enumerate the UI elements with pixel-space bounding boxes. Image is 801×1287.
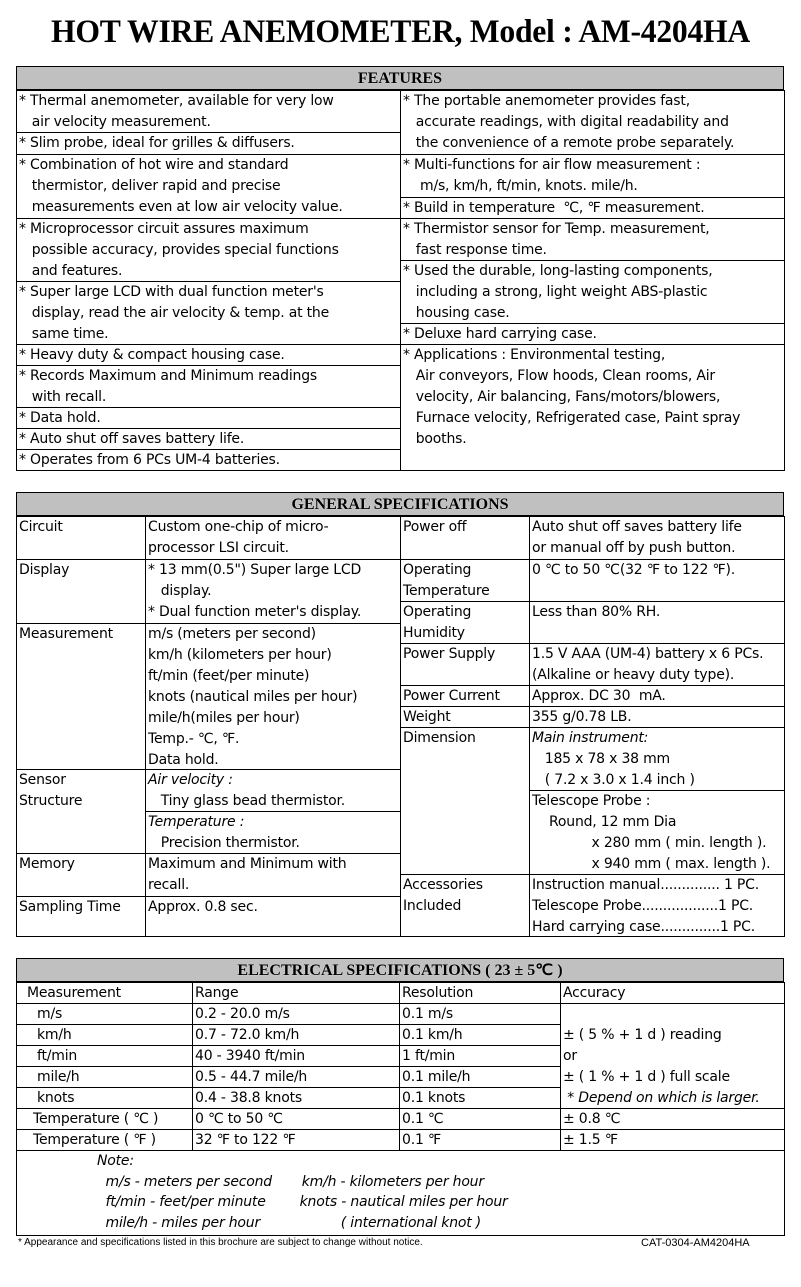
feature-item: * Multi-functions for air flow measurement : m/s, km/h, ft/min, knots. mile/h. <box>400 154 785 198</box>
spec-subvalue: Precision thermistor. <box>148 835 300 851</box>
measurement-cell: km/h <box>16 1024 193 1046</box>
features-heading: FEATURES <box>16 66 784 90</box>
feature-item: * Microprocessor circuit assures maximum possible accuracy, provides special functions and features. <box>16 218 401 282</box>
measurement-cell: knots <box>16 1087 193 1109</box>
spec-value: Auto shut off saves battery life or manual off by push button. <box>529 516 785 560</box>
disclaimer: * Appearance and specifications listed in this brochure are subject to change without notice. <box>18 1237 423 1248</box>
resolution-cell: 0.1 ℉ <box>399 1129 561 1151</box>
spec-value: Telescope Probe : Round, 12 mm Dia x 280 mm ( min. length ). x 940 mm ( max. length ). <box>529 790 785 875</box>
spec-label: Sensor Structure <box>16 769 146 854</box>
electrical-specs-heading: ELECTRICAL SPECIFICATIONS ( 23 ± 5℃ ) <box>16 958 784 982</box>
units-note: Note: m/s - meters per second km/h - kilometers per hour ft/min - feet/per minute knots - nautical miles per hour mile/h - miles per hour ( international knot ) <box>16 1150 785 1236</box>
spec-value: Instruction manual.............. 1 PC. Telescope Probe..................1 PC. Hard carrying case..............1 PC. <box>529 874 785 937</box>
range-cell: 0.5 - 44.7 mile/h <box>192 1066 400 1088</box>
range-cell: 0.7 - 72.0 km/h <box>192 1024 400 1046</box>
resolution-cell: 0.1 knots <box>399 1087 561 1109</box>
range-cell: 40 - 3940 ft/min <box>192 1045 400 1067</box>
accuracy-cell: ± 0.8 ℃ <box>560 1108 785 1130</box>
spec-label: Accessories Included <box>400 874 530 937</box>
feature-item: * Deluxe hard carrying case. <box>400 323 785 345</box>
accuracy-cell: ± 1.5 ℉ <box>560 1129 785 1151</box>
spec-value: Less than 80% RH. <box>529 601 785 644</box>
spec-label: Power Current <box>400 685 530 707</box>
feature-item: * Combination of hot wire and standard thermistor, deliver rapid and precise measurements even at low air velocity value. <box>16 154 401 219</box>
spec-label: Power Supply <box>400 643 530 686</box>
measurement-cell: ft/min <box>16 1045 193 1067</box>
spec-subtitle: Temperature : <box>148 814 245 830</box>
spec-label: Measurement <box>16 623 146 770</box>
spec-value: Maximum and Minimum with recall. <box>145 853 401 897</box>
spec-subtitle: Main instrument: <box>532 730 649 746</box>
column-header: Accuracy <box>560 982 785 1004</box>
range-cell: 0.4 - 38.8 knots <box>192 1087 400 1109</box>
feature-item: * Thermistor sensor for Temp. measurement, fast response time. <box>400 218 785 261</box>
range-cell: 0.2 - 20.0 m/s <box>192 1003 400 1025</box>
general-specs-heading: GENERAL SPECIFICATIONS <box>16 492 784 516</box>
spec-value <box>145 811 401 854</box>
feature-item: * Super large LCD with dual function meter's display, read the air velocity & temp. at the same time. <box>16 281 401 345</box>
resolution-cell: 0.1 mile/h <box>399 1066 561 1088</box>
spec-value: 1.5 V AAA (UM-4) battery x 6 PCs. (Alkaline or heavy duty type). <box>529 643 785 686</box>
feature-item: * Slim probe, ideal for grilles & diffusers. <box>16 132 401 155</box>
column-header: Measurement <box>16 982 193 1004</box>
spec-subvalue: Tiny glass bead thermistor. <box>148 793 346 809</box>
catalog-code: CAT-0304-AM4204HA <box>641 1237 750 1249</box>
spec-value: Approx. 0.8 sec. <box>145 896 401 937</box>
spec-value <box>145 769 401 812</box>
feature-item: * Heavy duty & compact housing case. <box>16 344 401 366</box>
spec-subvalue: 185 x 78 x 38 mm ( 7.2 x 3.0 x 1.4 inch ) <box>544 751 695 788</box>
spec-label: Circuit <box>16 516 146 560</box>
resolution-cell: 0.1 km/h <box>399 1024 561 1046</box>
spec-value <box>529 727 785 791</box>
measurement-cell: mile/h <box>16 1066 193 1088</box>
spec-label: Memory <box>16 853 146 897</box>
feature-item: * Build in temperature ℃, ℉ measurement. <box>400 197 785 219</box>
spec-value: Custom one-chip of micro- processor LSI circuit. <box>145 516 401 560</box>
measurement-cell: Temperature ( ℉ ) <box>16 1129 193 1151</box>
feature-item: * Data hold. <box>16 407 401 429</box>
feature-item: * Operates from 6 PCs UM-4 batteries. <box>16 449 401 471</box>
resolution-cell: 0.1 m/s <box>399 1003 561 1025</box>
range-cell: 32 ℉ to 122 ℉ <box>192 1129 400 1151</box>
accuracy-note: * Depend on which is larger. <box>563 1090 760 1106</box>
spec-label: Dimension <box>400 727 530 875</box>
spec-value: 0 ℃ to 50 ℃(32 ℉ to 122 ℉). <box>529 559 785 602</box>
spec-label: Power off <box>400 516 530 560</box>
resolution-cell: 0.1 ℃ <box>399 1108 561 1130</box>
feature-item: * Records Maximum and Minimum readings with recall. <box>16 365 401 408</box>
spec-value: m/s (meters per second) km/h (kilometers per hour) ft/min (feet/per minute) knots (nautical miles per hour) mile/h(miles per hour) Temp.- ℃, ℉. Data hold. <box>145 623 401 770</box>
spec-label: Display <box>16 559 146 624</box>
spec-value: 355 g/0.78 LB. <box>529 706 785 728</box>
spec-label: Operating Humidity <box>400 601 530 644</box>
feature-item: * Applications : Environmental testing, Air conveyors, Flow hoods, Clean rooms, Air velocity, Air balancing, Fans/motors/blowers, Furnace velocity, Refrigerated case, Paint spray booths. <box>400 344 785 471</box>
feature-item: * Used the durable, long-lasting components, including a strong, light weight ABS-plastic housing case. <box>400 260 785 324</box>
spec-subtitle: Air velocity : <box>148 772 233 788</box>
measurement-cell: m/s <box>16 1003 193 1025</box>
resolution-cell: 1 ft/min <box>399 1045 561 1067</box>
accuracy-text: ± ( 5 % + 1 d ) reading or ± ( 1 % + 1 d ) full scale <box>563 1027 730 1085</box>
feature-item: * Thermal anemometer, available for very low air velocity measurement. <box>16 90 401 133</box>
column-header: Resolution <box>399 982 561 1004</box>
spec-label: Sampling Time <box>16 896 146 937</box>
spec-label: Weight <box>400 706 530 728</box>
spec-label: Operating Temperature <box>400 559 530 602</box>
spec-value: * 13 mm(0.5") Super large LCD display. * Dual function meter's display. <box>145 559 401 624</box>
range-cell: 0 ℃ to 50 ℃ <box>192 1108 400 1130</box>
feature-item: * Auto shut off saves battery life. <box>16 428 401 450</box>
spec-value: Approx. DC 30 mA. <box>529 685 785 707</box>
column-header: Range <box>192 982 400 1004</box>
page-title: HOT WIRE ANEMOMETER, Model : AM-4204HA <box>51 14 750 50</box>
measurement-cell: Temperature ( ℃ ) <box>16 1108 193 1130</box>
feature-item: * The portable anemometer provides fast, accurate readings, with digital readability and the convenience of a remote probe separately. <box>400 90 785 155</box>
velocity-accuracy <box>560 1003 785 1109</box>
